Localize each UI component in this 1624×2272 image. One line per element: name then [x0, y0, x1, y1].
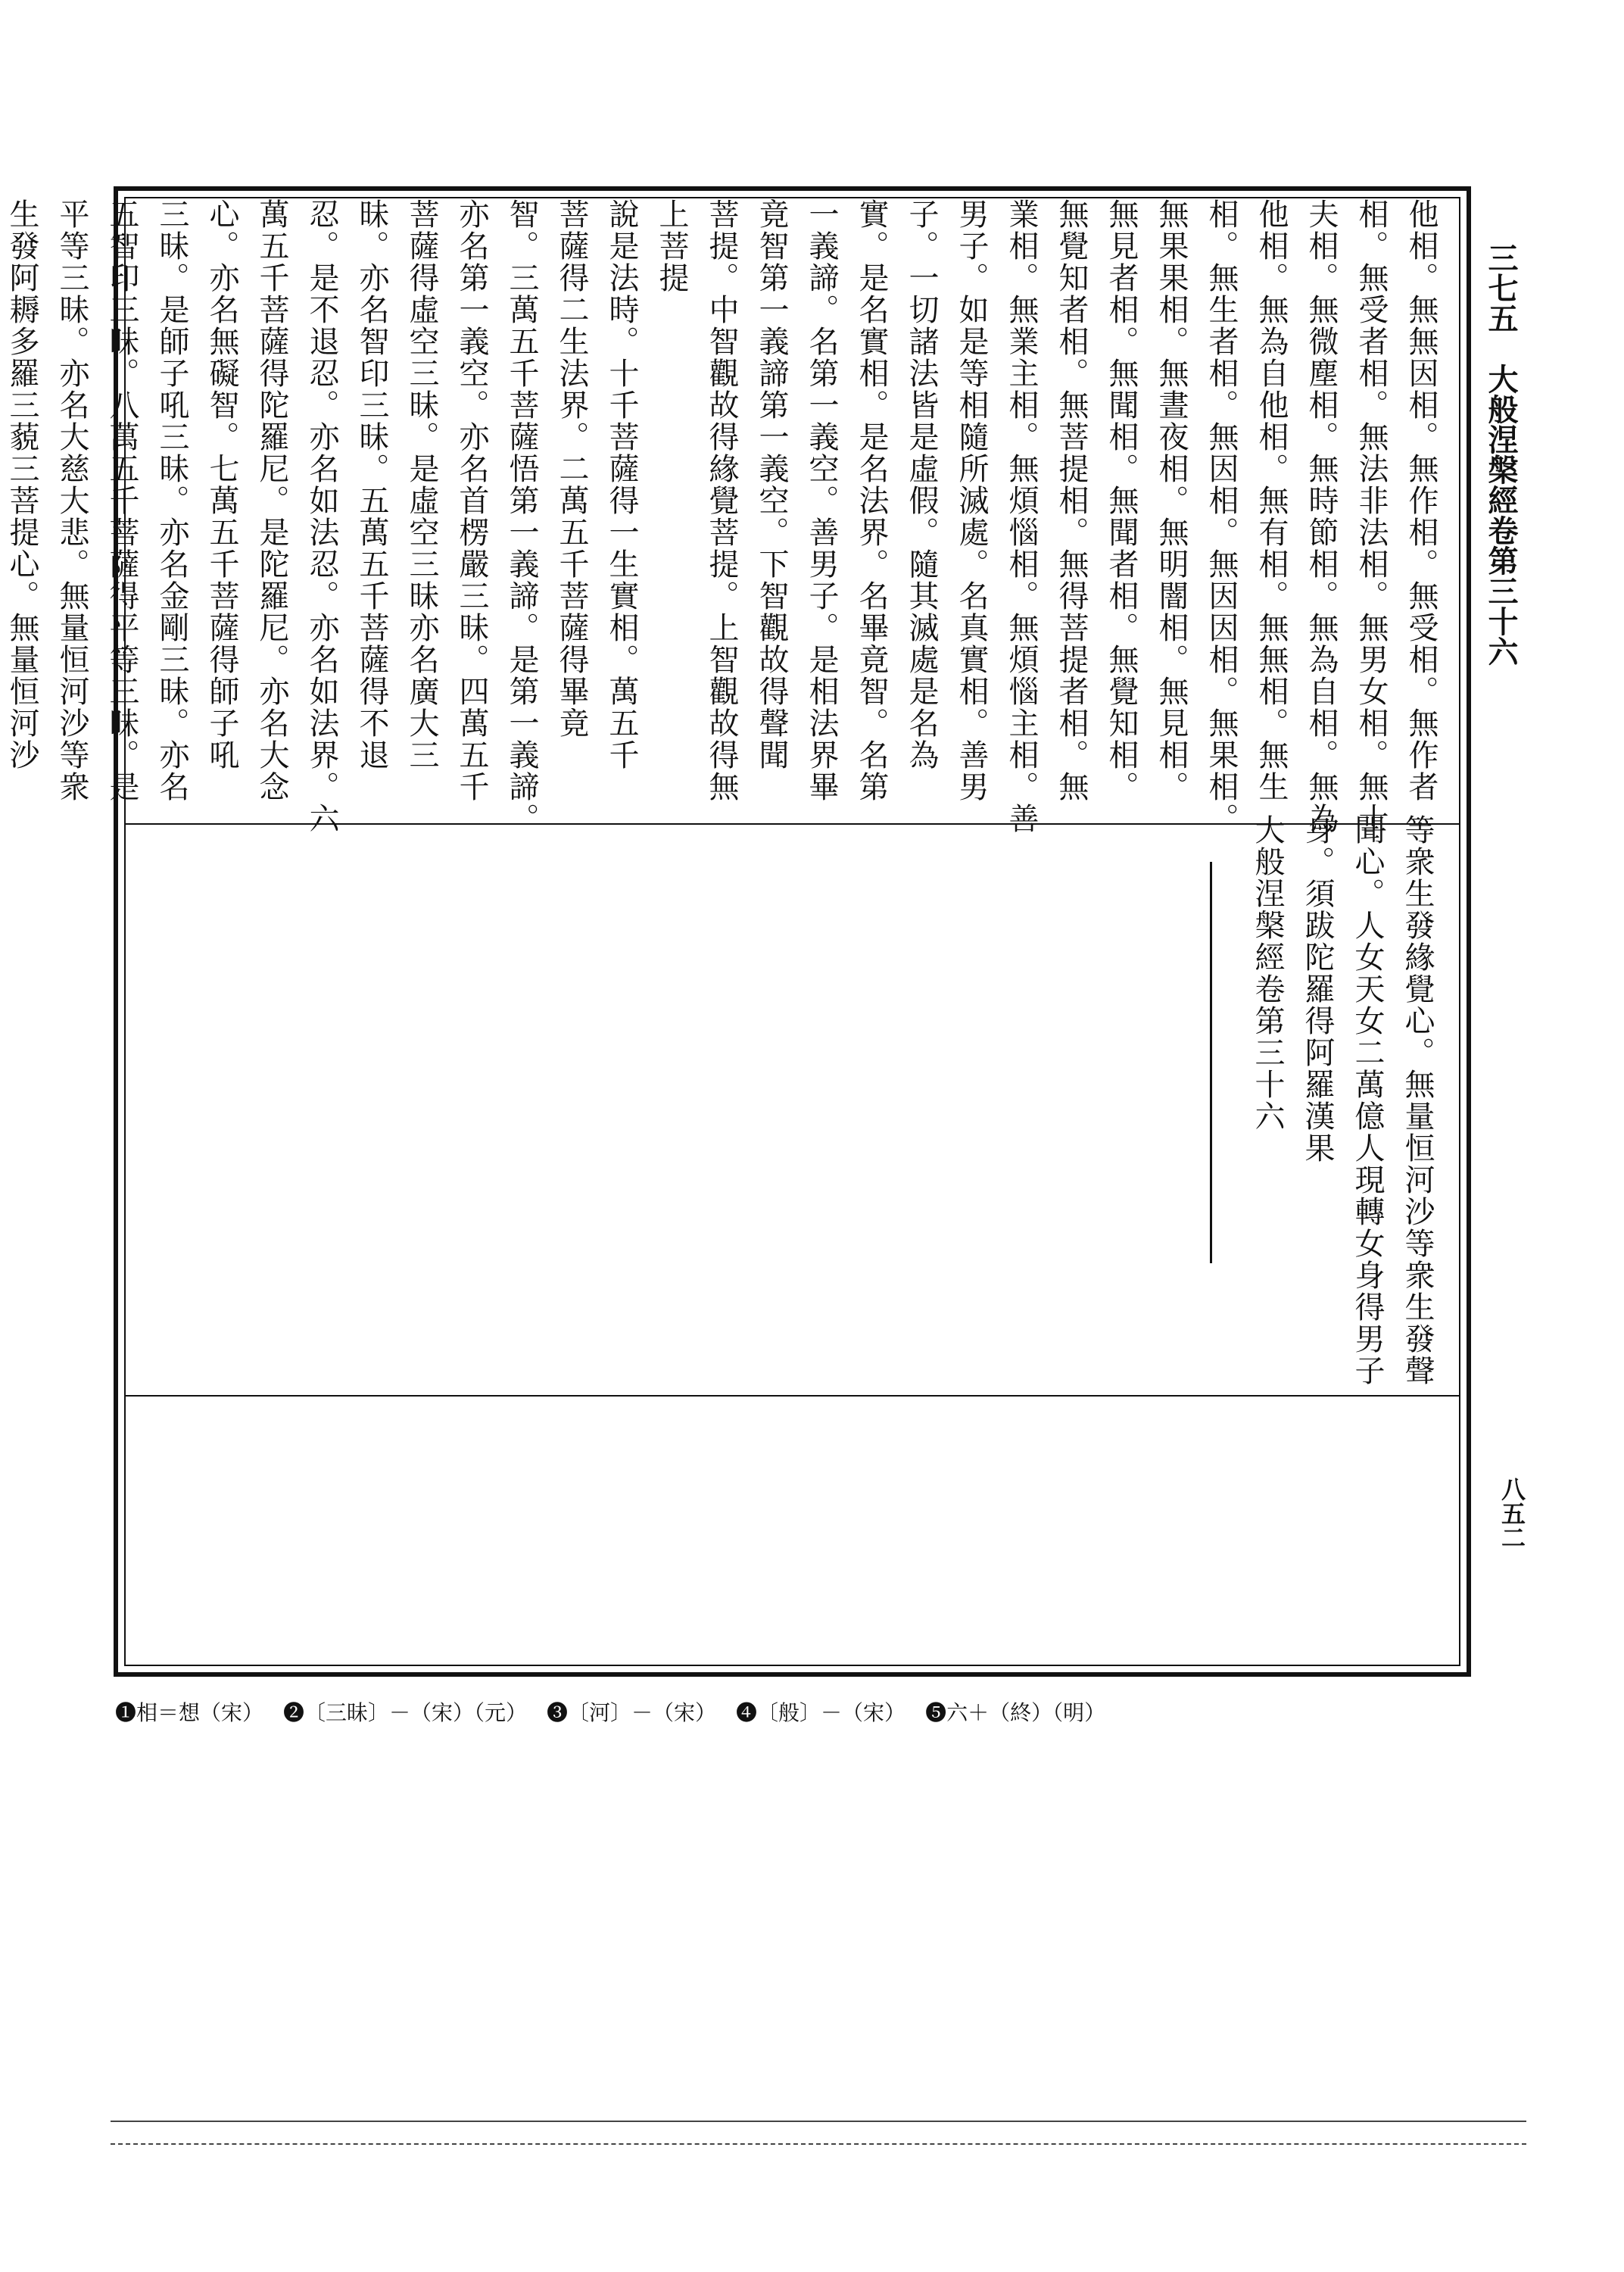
main-column: 菩薩得虛空三昧。是虛空三昧亦名廣大三: [404, 198, 439, 771]
main-column: 智。三萬五千菩薩悟第一義諦。是第一義諦。: [504, 198, 539, 835]
main-column: 說是法時。十千菩薩得一生實相。萬五千: [604, 198, 639, 771]
main-column: 男子。如是等相隨所滅處。名真實相。善男: [954, 198, 989, 803]
continuation-column: 身。須跋陀羅得阿羅漢果: [1300, 814, 1335, 1164]
main-column: 三昧。是師子吼三昧。亦名金剛三昧。亦名: [154, 198, 189, 803]
main-column: 昧。亦名智印三昧。五萬五千菩薩得不退: [354, 198, 389, 771]
main-column: 相。無受者相。無法非法相。無男女相。無士: [1354, 198, 1389, 835]
scan-edge-line: [111, 2121, 1526, 2122]
running-title: 大般涅槃經卷第三十六: [1483, 364, 1518, 666]
scan-edge-line: [111, 2143, 1526, 2145]
main-text-block: [5, 198, 1446, 835]
main-column: 無覺知者相。無菩提相。無得菩提者相。無: [1054, 198, 1089, 803]
main-column: 他相。無無因相。無作相。無受相。無作者: [1404, 198, 1439, 803]
main-column: 竟智第一義諦第一義空。下智觀故得聲聞: [754, 198, 789, 771]
main-column: 一義諦。名第一義空。善男子。是相法界畢: [804, 198, 839, 803]
main-column: 平等三昧。亦名大慈大悲。無量恒河沙等衆: [55, 198, 89, 803]
main-column: 忍。是不退忍。亦名如法忍。亦名如法界。六: [304, 198, 339, 835]
main-column: 無見者相。無聞相。無聞者相。無覺知相。: [1104, 198, 1139, 803]
running-header: [1484, 242, 1517, 788]
footnotes: [115, 1696, 1463, 1727]
main-column: 上菩提: [654, 198, 689, 294]
main-column: 菩薩得二生法界。二萬五千菩薩得畢竟: [554, 198, 589, 739]
footnote-item: ❸〔河〕－（宋）: [547, 1700, 717, 1725]
footnote-item: ❺六＋（終）（明）: [925, 1700, 1106, 1725]
continuation-column: 等衆生發緣覺心。無量恒河沙等衆生發聲: [1400, 814, 1435, 1387]
end-rule: [1210, 862, 1212, 1263]
main-column: 心。亦名無礙智。七萬五千菩薩得師子吼: [204, 198, 239, 771]
footnote-item: ❹〔般〕－（宋）: [736, 1700, 906, 1725]
footnote-item: ❷〔三昧〕－（宋）（元）: [283, 1700, 528, 1725]
main-column: 實。是名實相。是名法界。名畢竟智。名第: [854, 198, 889, 803]
main-column: 無果果相。無晝夜相。無明闇相。無見相。: [1154, 198, 1189, 803]
main-column: 子。一切諸法皆是虛假。隨其滅處是名為: [904, 198, 939, 771]
volume-number: 三七五: [1483, 242, 1518, 333]
continuation-text-block: [1250, 814, 1442, 1405]
main-column: 生發阿耨多羅三藐三菩提心。無量恒河沙: [5, 198, 39, 771]
main-column: 五智印三昧。八萬五千菩薩得平等三昧。是: [104, 198, 139, 803]
main-column: 夫相。無微塵相。無時節相。無為自相。無為: [1304, 198, 1339, 835]
main-column: 亦名第一義空。亦名首楞嚴三昧。四萬五千: [454, 198, 489, 803]
main-column: 菩提。中智觀故得緣覺菩提。上智觀故得無: [704, 198, 739, 803]
continuation-column: 聞心。人女天女二萬億人現轉女身得男子: [1350, 814, 1385, 1387]
main-column: 萬五千菩薩得陀羅尼。是陀羅尼。亦名大念: [254, 198, 289, 803]
continuation-column: 大般涅槃經卷第三十六: [1250, 814, 1285, 1132]
footnote-item: ❶相＝想（宋）: [115, 1700, 264, 1725]
main-column: 相。無生者相。無因相。無因因相。無果相。: [1204, 198, 1239, 835]
main-column: 他相。無為自他相。無有相。無無相。無生: [1254, 198, 1289, 803]
main-column: 業相。無業主相。無煩惱相。無煩惱主相。善: [1004, 198, 1039, 835]
page-number: 八五二: [1498, 1477, 1526, 1550]
